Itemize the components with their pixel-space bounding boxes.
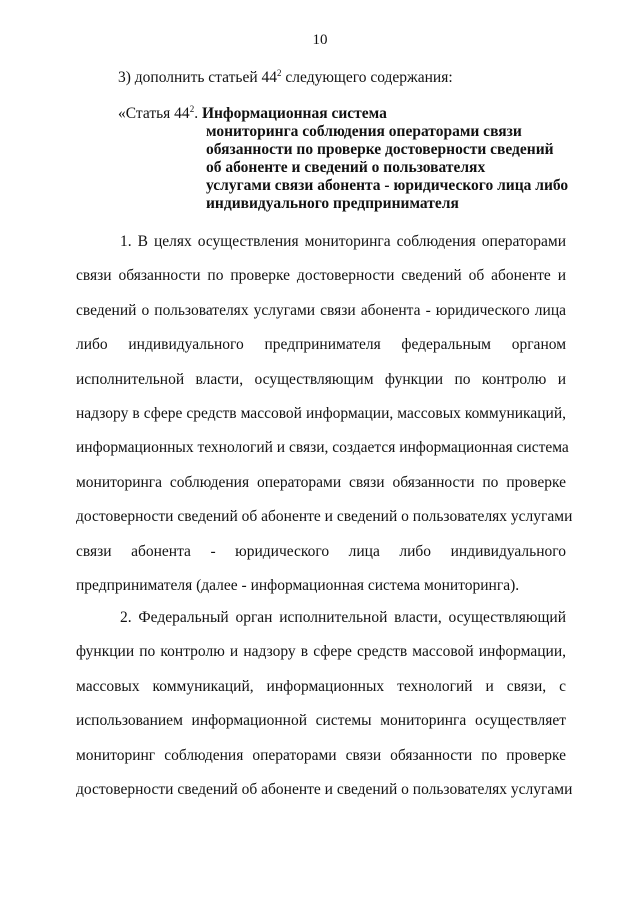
amendment-line [118,68,453,87]
paragraph-line: сведений о пользователях услугами связи абонента - юридического лица [76,301,566,319]
article-title-line: услугами связи абонента - юридического лица либо [206,177,569,194]
paragraph-2 [76,605,573,811]
paragraph-line: 2. Федеральный орган исполнительной власти, осуществляющий [120,609,566,626]
article-title-line: об абоненте и сведений о пользователях [206,159,486,176]
paragraph-line: либо индивидуального предпринимателя федеральным органом [76,336,566,354]
paragraph-line: мониторинга соблюдения операторами связи обязанности по проверке [76,473,566,491]
paragraph-line: надзору в сфере средств массовой информации, массовых коммуникаций, [76,404,566,422]
paragraph-line: информационных технологий и связи, создается информационная система [76,439,569,457]
page-number: 10 [312,32,328,48]
amendment-text-before: 3) дополнить статьей 44 [118,69,278,86]
article-superscript: 2 [189,104,195,114]
paragraph-line: использованием информационной системы мониторинга осуществляет [76,712,566,730]
paragraph-line: 1. В целях осуществления мониторинга соблюдения операторами [120,233,566,250]
article-heading [118,100,568,213]
article-title-line: индивидуального предпринимателя [206,195,459,212]
article-prefix: «Статья 44 [118,105,190,122]
paragraph-line: достоверности сведений об абоненте и сведений о пользователях услугами [76,508,573,526]
amendment-text-after: следующего содержания: [281,69,453,86]
article-title-line: обязанности по проверке достоверности сведений [206,141,554,158]
paragraph-line: функции по контролю и надзору в сфере средств массовой информации, [76,643,566,661]
article-title-line: Информационная система [201,105,387,122]
paragraph-line: связи абонента - юридического лица либо индивидуального [76,542,566,560]
amendment-superscript: 2 [277,68,282,78]
paragraph-line: связи обязанности по проверке достоверности сведений об абоненте и [76,267,566,285]
article-title-line: мониторинга соблюдения операторами связи [206,123,522,140]
paragraph-line: мониторинг соблюдения операторами связи обязанности по проверке [76,746,566,764]
article-dot: . [194,105,202,122]
paragraph-line: массовых коммуникаций, информационных технологий и связи, с [76,677,566,695]
paragraph-line: предпринимателя (далее - информационная система мониторинга). [76,576,520,594]
paragraph-line: исполнительной власти, осуществляющим функции по контролю и [76,370,566,388]
paragraph-1 [76,229,573,607]
article-heading-first-line [118,100,568,123]
paragraph-line: достоверности сведений об абоненте и сведений о пользователях услугами [76,780,573,798]
